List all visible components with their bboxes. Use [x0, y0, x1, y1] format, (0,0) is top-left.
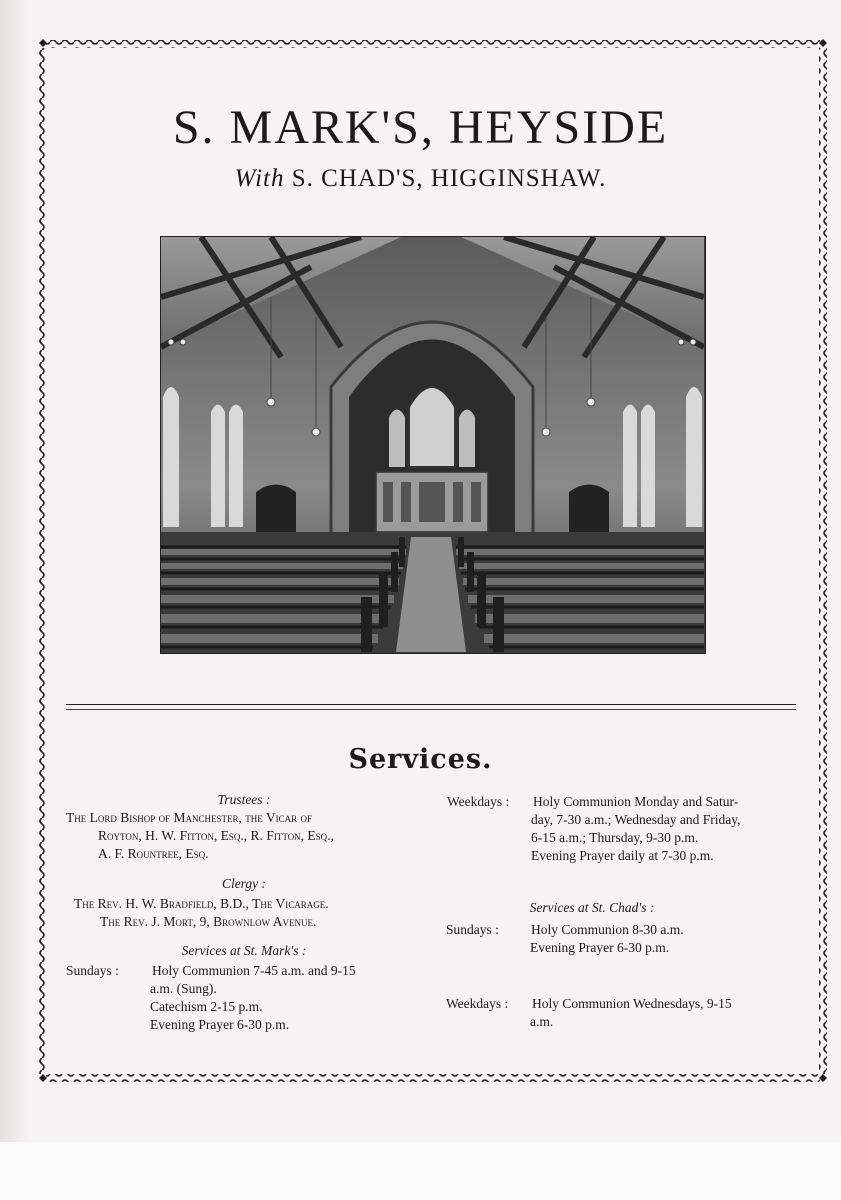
trustees-line: The Lord Bishop of Manchester, the Vicar of	[66, 810, 313, 825]
clergy-line: The Rev. J. Mort, 9, Brownlow Avenue.	[100, 914, 317, 929]
chad-weekdays-line: a.m.	[530, 1014, 554, 1029]
clergy-list	[66, 895, 422, 931]
clergy-line: The Rev. H. W. Bradfield, B.D., The Vicarage.	[74, 896, 329, 911]
subtitle-church-name: S. CHAD'S, HIGGINSHAW.	[291, 165, 607, 192]
weekdays-line: Holy Communion Monday and Satur-	[533, 794, 739, 809]
chad-sundays-line: Holy Communion 8-30 a.m.	[531, 922, 684, 937]
trustees-line: A. F. Rountree, Esq.	[98, 846, 209, 861]
chad-weekdays-line: Holy Communion Wednesdays, 9-15	[532, 996, 732, 1011]
subtitle-with: With	[234, 165, 285, 192]
weekdays-line: Evening Prayer daily at 7-30 p.m.	[531, 848, 714, 863]
st-chads-sundays	[446, 921, 798, 957]
weekdays-line: 6-15 a.m.; Thursday, 9-30 p.m.	[531, 830, 699, 845]
chad-sundays-line: Evening Prayer 6-30 p.m.	[530, 940, 670, 955]
divider-rule	[66, 704, 796, 705]
weekdays-line: day, 7-30 a.m.; Wednesday and Friday,	[531, 812, 741, 827]
page-title: S. MARK'S, HEYSIDE	[172, 101, 669, 154]
st-marks-sundays	[66, 962, 422, 1034]
weekdays-label: Weekdays :	[447, 794, 510, 809]
trustees-line: Royton, H. W. Fitton, Esq., R. Fitton, Esq.,	[98, 828, 334, 843]
clergy-heading: Clergy :	[221, 876, 267, 891]
chad-sundays-label: Sundays :	[446, 922, 499, 937]
services-heading: Services.	[348, 744, 493, 775]
divider-rule-thin	[66, 709, 796, 710]
church-interior-photo	[160, 236, 706, 654]
st-chads-weekdays	[446, 995, 798, 1031]
sundays-line: Holy Communion 7-45 a.m. and 9-15	[152, 963, 356, 978]
trustees-list	[66, 809, 422, 863]
st-marks-weekdays	[447, 793, 799, 865]
sundays-line: a.m. (Sung).	[150, 981, 217, 996]
st-marks-services-heading: Services at St. Mark's :	[181, 943, 307, 958]
chad-weekdays-label: Weekdays :	[446, 996, 509, 1011]
page-margin	[0, 1142, 841, 1200]
trustees-heading: Trustees :	[217, 792, 271, 807]
sundays-label: Sundays :	[66, 963, 119, 978]
sundays-line: Evening Prayer 6-30 p.m.	[150, 1017, 290, 1032]
sundays-line: Catechism 2-15 p.m.	[150, 999, 263, 1014]
church-interior-illustration	[161, 237, 704, 652]
st-chads-services-heading: Services at St. Chad's :	[529, 900, 655, 915]
page-subtitle	[0, 165, 841, 193]
